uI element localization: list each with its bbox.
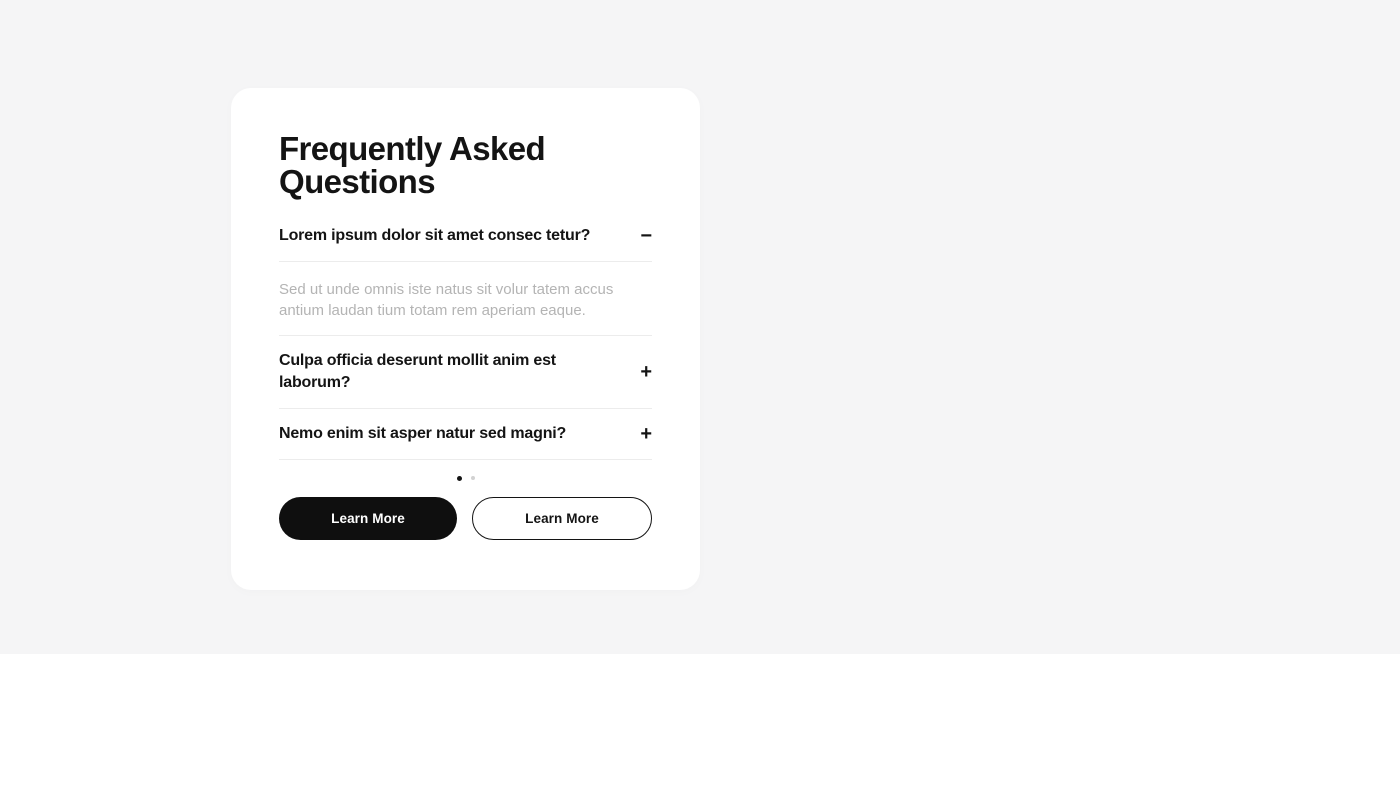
carousel-dots: [279, 475, 652, 481]
bottom-section: [0, 654, 1400, 788]
button-row: [279, 497, 652, 540]
faq-question-text: Lorem ipsum dolor sit amet consec tetur?: [279, 227, 591, 244]
faq-question-text: Culpa officia deserunt mollit anim est laborum?: [279, 352, 556, 391]
faq-question-text: Nemo enim sit asper natur sed magni?: [279, 425, 567, 442]
faq-title: Frequently Asked Questions: [279, 130, 546, 200]
carousel-dot[interactable]: [471, 476, 475, 480]
faq-answer-text: Sed ut unde omnis iste natus sit volur tatem accus antium laudan tium totam rem aperiam eaque.: [279, 281, 614, 319]
faq-question-row-1[interactable]: [279, 211, 652, 261]
faq-question-row-3[interactable]: [279, 409, 652, 459]
faq-item-1: [279, 211, 652, 336]
plus-icon[interactable]: +: [640, 423, 652, 445]
faq-card: [231, 88, 700, 590]
learn-more-secondary-button[interactable]: Learn More: [472, 497, 652, 540]
faq-accordion: [279, 211, 652, 460]
faq-item-3: [279, 409, 652, 460]
carousel-dot-active[interactable]: [457, 476, 462, 481]
divider: [279, 459, 652, 460]
learn-more-primary-button[interactable]: Learn More: [279, 497, 457, 540]
minus-icon[interactable]: −: [640, 225, 652, 247]
plus-icon[interactable]: +: [640, 361, 652, 383]
faq-question-row-2[interactable]: [279, 336, 652, 408]
faq-item-2: [279, 336, 652, 409]
